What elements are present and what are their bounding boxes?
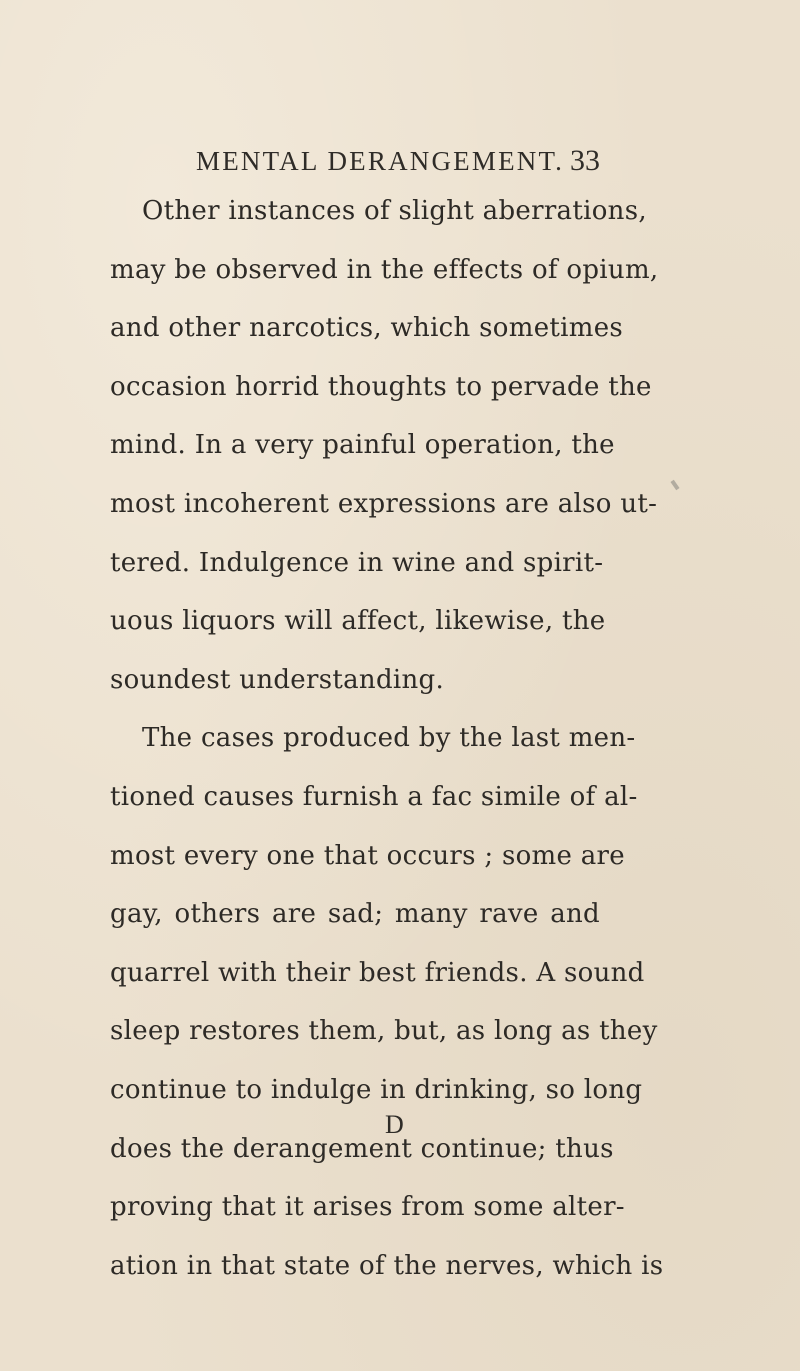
text-line: mind. In a very painful operation, the: [110, 430, 615, 461]
text-line: sleep restores them, but, as long as they: [110, 1016, 658, 1047]
page-number: 33: [570, 144, 600, 177]
body-text: [110, 182, 664, 1295]
text-line: The cases produced by the last men-: [142, 723, 636, 754]
text-line: and other narcotics, which sometimes: [110, 313, 624, 344]
text-line: uous liquors will affect, likewise, the: [110, 606, 606, 637]
running-head: [0, 146, 800, 182]
text-line: may be observed in the effects of opium,: [110, 254, 659, 285]
paper-speck: [670, 480, 679, 490]
text-line: Other instances of slight aberrations,: [142, 196, 647, 226]
running-title: MENTAL DERANGEMENT.: [196, 146, 565, 176]
text-line: quarrel with their best friends. A sound: [110, 957, 645, 988]
signature-mark: D: [385, 1110, 404, 1139]
paragraph-1: [110, 182, 659, 709]
paragraph-2: [110, 709, 664, 1295]
text-line: soundest understanding.: [110, 664, 445, 695]
text-line: continue to indulge in drinking, so long: [110, 1074, 643, 1105]
text-line: gay, others are sad; many rave and: [110, 899, 600, 930]
text-line: does the derangement continue; thus: [110, 1133, 614, 1164]
text-line: ation in that state of the nerves, which is: [110, 1250, 664, 1281]
text-line: occasion horrid thoughts to pervade the: [110, 371, 652, 402]
text-line: tioned causes furnish a fac simile of al-: [110, 781, 638, 812]
text-line: proving that it arises from some alter-: [110, 1192, 625, 1223]
text-line: most incoherent expressions are also ut-: [110, 488, 658, 519]
text-line: tered. Indulgence in wine and spirit-: [110, 547, 604, 578]
text-line: most every one that occurs ; some are: [110, 840, 625, 871]
